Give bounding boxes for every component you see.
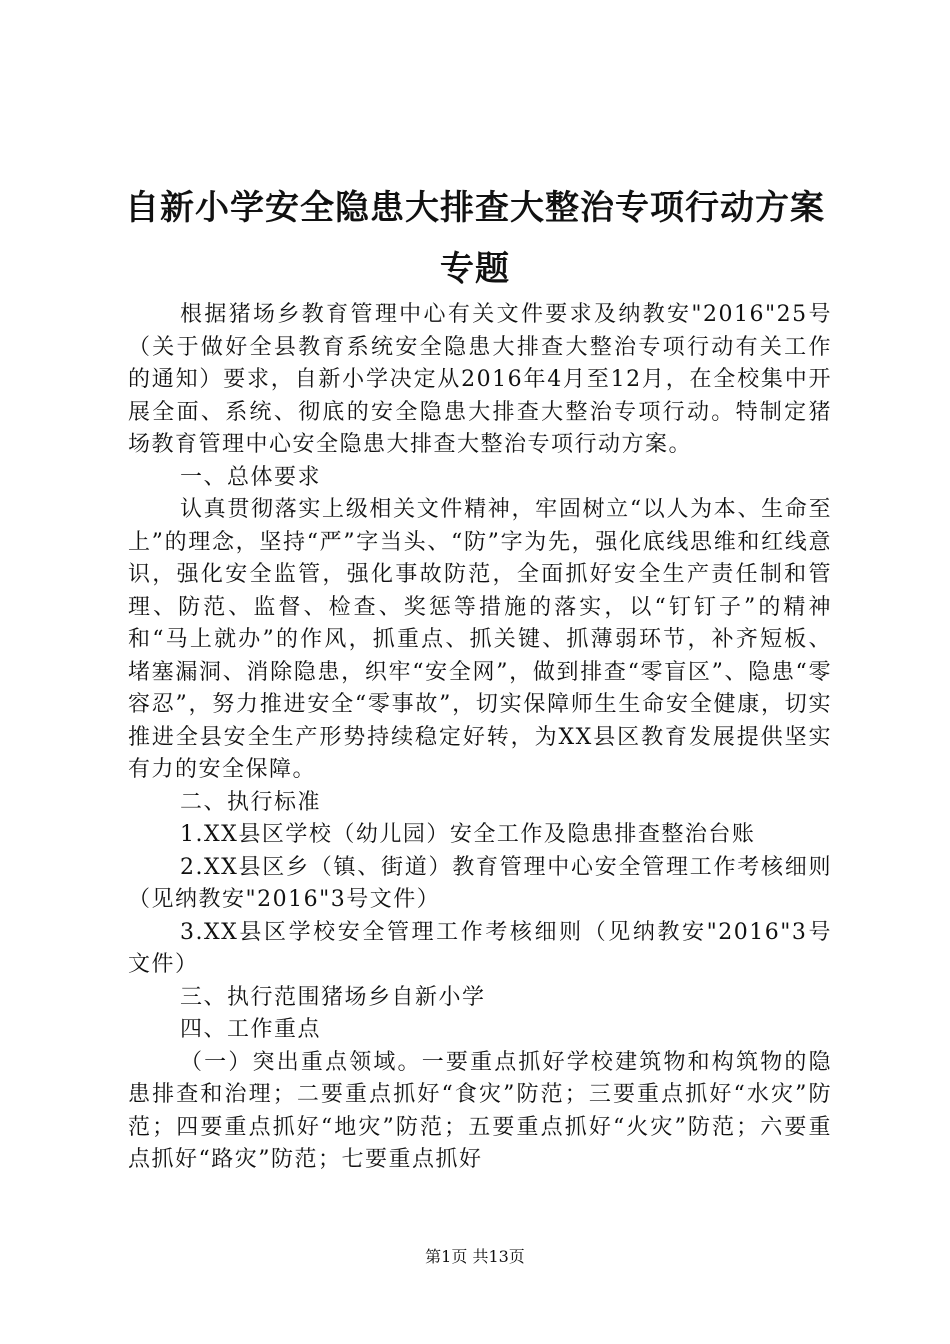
intro-paragraph: 根据猪场乡教育管理中心有关文件要求及纳教安"2016"25号（关于做好全县教育系统安全隐患大排查大整治专项行动有关工作的通知）要求，自新小学决定从2016年4月至12月，在全校集中开展全面、系统、彻底的安全隐患大排查大整治专项行动。特制定猪场教育管理中心安全隐患大排查大整治专项行动方案。 [128,302,832,457]
standard-item-3: 3.XX县区学校安全管理工作考核细则（见纳教安"2016"3号文件） [128,919,832,977]
section-heading-standards: 二、执行标准 [180,789,322,815]
standard-item-2: 2.XX县区乡（镇、街道）教育管理中心安全管理工作考核细则（见纳教安"2016"3号文件） [128,854,832,912]
key-areas-paragraph: （一）突出重点领域。一要重点抓好学校建筑物和构筑物的隐患排查和治理；二要重点抓好“食灾”防范；三要重点抓好“水灾”防范；四要重点抓好“地灾”防范；五要重点抓好“火灾”防范；六要重点抓好“路灾”防范；七要重点抓好 [128,1049,832,1172]
section-heading-key-work: 四、工作重点 [180,1017,322,1042]
page-number-footer: 第1页 共13页 [425,1247,525,1266]
document-title: 自新小学安全隐患大排查大整治专项行动方案 [125,188,825,228]
document-body [128,299,832,1177]
overall-requirements-paragraph: 认真贯彻落实上级相关文件精神，牢固树立“以人为本、生命至上”的理念，坚持“严”字当头、“防”字为先，强化底线思维和红线意识，强化安全监管，强化事故防范，全面抓好安全生产责任制和管理、防范、监督、检查、奖惩等措施的落实，以“钉钉子”的精神和“马上就办”的作风，抓重点、抓关键、抓薄弱环节，补齐短板、堵塞漏洞、消除隐患，织牢“安全网”，做到排查“零盲区”、隐患“零容忍”，努力推进安全“零事故”，切实保障师生生命安全健康，切实推进全县安全生产形势持续稳定好转，为XX县区教育发展提供坚实有力的安全保障。 [128,497,832,782]
section-heading-scope: 三、执行范围猪场乡自新小学 [180,984,486,1010]
section-heading-overall-requirements: 一、总体要求 [180,464,322,490]
document-title-continued: 专题 [440,249,510,289]
standard-item-1: 1.XX县区学校（幼儿园）安全工作及隐患排查整治台账 [180,822,756,847]
